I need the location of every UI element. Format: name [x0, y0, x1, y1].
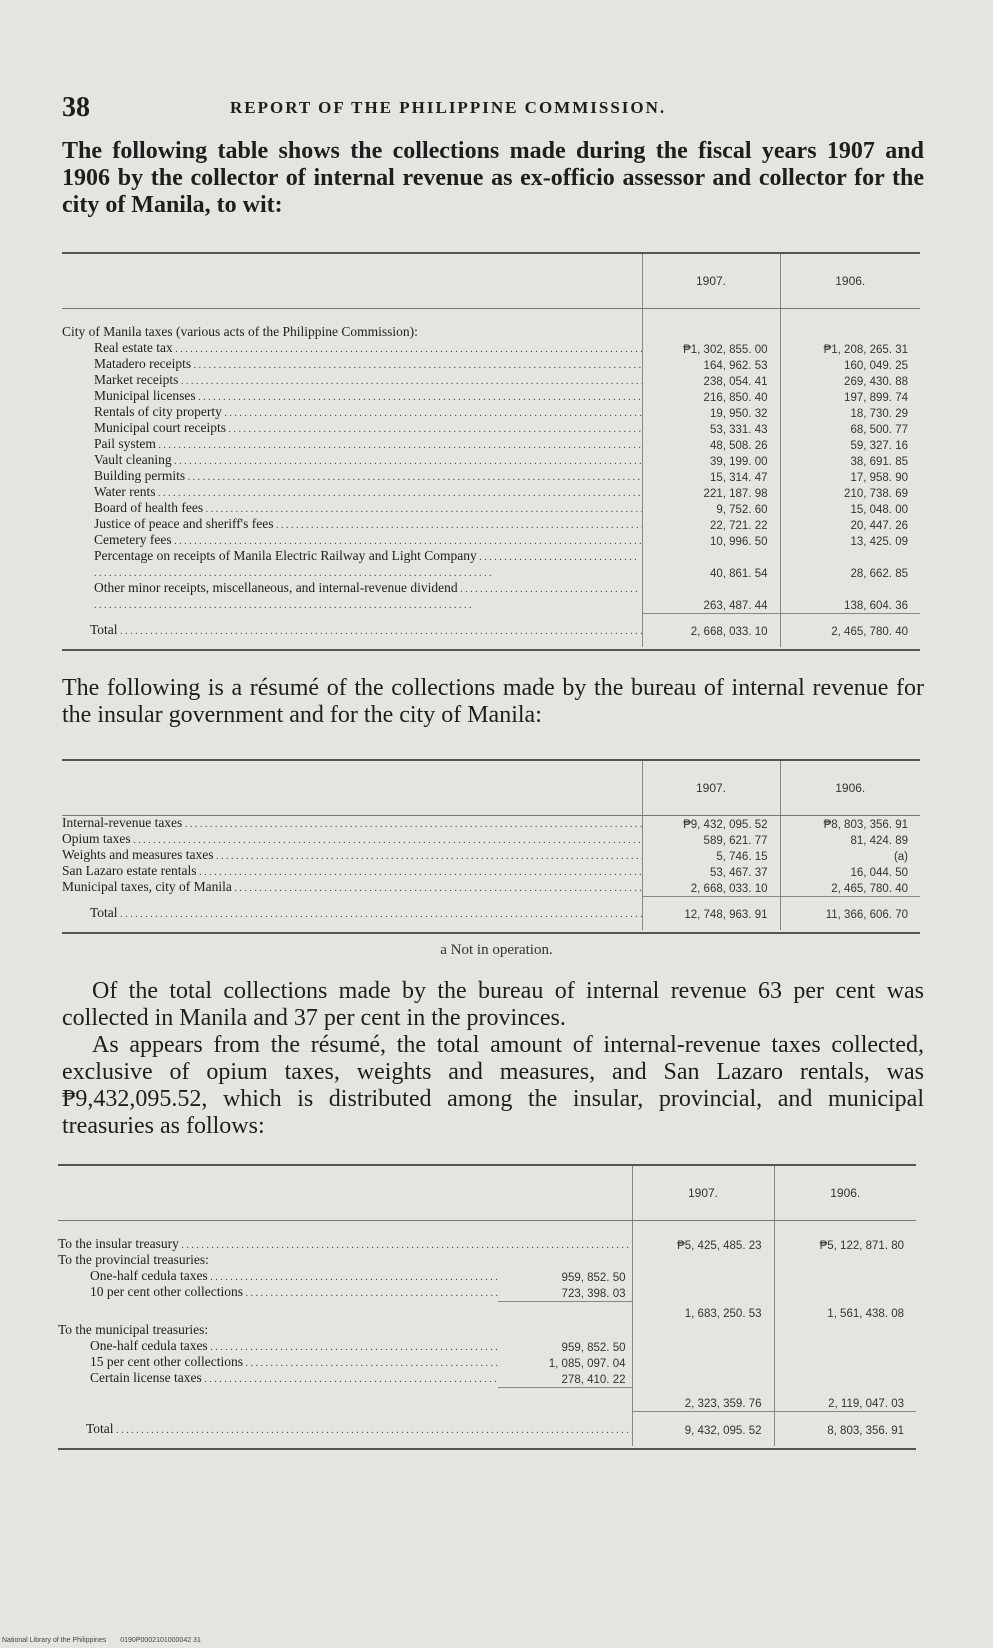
item-label: One-half cedula taxes . . . [58, 1339, 498, 1355]
table1-body [62, 341, 920, 613]
value-1906: 81, 424. 89 [780, 832, 920, 848]
table-row [58, 1339, 916, 1355]
value-1907: 2, 323, 359. 76 [632, 1387, 774, 1412]
municipal-items [58, 1339, 916, 1387]
table-row [62, 549, 920, 581]
table-row [62, 517, 920, 533]
table-cell [632, 1285, 774, 1301]
row-label: Municipal court receipts . . . [62, 421, 642, 437]
value-1907: 53, 467. 37 [642, 864, 780, 880]
table-row [58, 1285, 916, 1301]
footer-id: 0190P0002101000042 31 [120, 1637, 201, 1644]
item-label: 15 per cent other collections . . . [58, 1355, 498, 1371]
footer-library: National Library of the Philippines [2, 1637, 107, 1644]
table-row [62, 485, 920, 501]
table-row [62, 816, 920, 833]
value-1907: 9, 752. 60 [642, 501, 780, 517]
table-cell [632, 1371, 774, 1387]
resume-paragraph: The following is a résumé of the collections made by the bureau of internal revenue for the insular government and for the city of Manila: [62, 675, 924, 728]
table-manila-taxes [62, 254, 920, 647]
value-1907: 10, 996. 50 [642, 533, 780, 549]
table-resume [62, 761, 920, 930]
value-1907: ₱9, 432, 095. 52 [642, 816, 780, 833]
table-row [62, 501, 920, 517]
row-label: Municipal licenses . . . [62, 389, 642, 405]
table-row [62, 880, 920, 896]
table-cell [774, 1285, 916, 1301]
row-label: Vault cleaning . . . [62, 453, 642, 469]
group-label-provincial: To the provincial treasuries: [58, 1253, 209, 1267]
value-1907: 53, 331. 43 [642, 421, 780, 437]
value-1906: ₱1, 208, 265. 31 [780, 341, 920, 357]
value-1907: 238, 054. 41 [642, 373, 780, 389]
value-1906: 1, 561, 438. 08 [774, 1301, 916, 1321]
table-cell [632, 1339, 774, 1355]
value-1907: ₱5, 425, 485. 23 [632, 1221, 774, 1254]
table-distribution [58, 1166, 916, 1446]
table2-bottom-rule [62, 932, 920, 934]
table2-total-row [62, 896, 920, 930]
table-row [62, 373, 920, 389]
total-label: Total . . . [58, 1412, 632, 1446]
value-1907: 48, 508. 26 [642, 437, 780, 453]
value-1907: 164, 962. 53 [642, 357, 780, 373]
col-header-1907: 1907. [632, 1166, 774, 1221]
total-1906: 8, 803, 356. 91 [774, 1412, 916, 1446]
row-label: Internal-revenue taxes . . . [62, 816, 642, 833]
value-1906: 16, 044. 50 [780, 864, 920, 880]
group-label: City of Manila taxes (various acts of the Philippine Commission): [62, 324, 418, 339]
table3-total-row [58, 1412, 916, 1446]
page-footer [2, 1637, 213, 1644]
item-amount: 959, 852. 50 [561, 1342, 626, 1354]
total-label: Total . . . [62, 896, 642, 930]
row-label: Real estate tax . . . [62, 341, 642, 357]
value-1906: 15, 048. 00 [780, 501, 920, 517]
row-label: To the insular treasury . . . [58, 1221, 632, 1254]
value-1907: 15, 314. 47 [642, 469, 780, 485]
table3-bottom-rule [58, 1448, 916, 1450]
row-label: Opium taxes . . . [62, 832, 642, 848]
value-1906: 138, 604. 36 [780, 581, 920, 613]
page-number: 38 [62, 92, 90, 123]
running-title: REPORT OF THE PHILIPPINE COMMISSION. [230, 98, 667, 117]
table-row [62, 848, 920, 864]
row-label: Matadero receipts . . . [62, 357, 642, 373]
value-1907: ₱1, 302, 855. 00 [642, 341, 780, 357]
total-label: Total . . . [62, 613, 642, 647]
row-municipal-subtotal [58, 1387, 916, 1412]
col-header-1906: 1906. [780, 761, 920, 816]
value-1906: 59, 327. 16 [780, 437, 920, 453]
row-label: Pail system . . . [62, 437, 642, 453]
table-row [62, 437, 920, 453]
col-header-1907: 1907. [642, 254, 780, 309]
value-1906: 160, 049. 25 [780, 357, 920, 373]
total-1907: 9, 432, 095. 52 [632, 1412, 774, 1446]
table-cell [632, 1269, 774, 1285]
table-row [62, 405, 920, 421]
table-cell [632, 1355, 774, 1371]
value-1907: 589, 621. 77 [642, 832, 780, 848]
value-1906: 28, 662. 85 [780, 549, 920, 581]
col-header-1906: 1906. [780, 254, 920, 309]
row-provincial-subtotal [58, 1301, 916, 1321]
table-cell [774, 1371, 916, 1387]
paragraph-percentages: Of the total collections made by the bureau of internal revenue 63 per cent was collected in Manila and 37 per cent in the provinces. [62, 978, 924, 1031]
table-row [62, 533, 920, 549]
item-amount: 1, 085, 097. 04 [548, 1358, 626, 1370]
row-label: Market receipts . . . [62, 373, 642, 389]
row-label: Municipal taxes, city of Manila . . . [62, 880, 642, 896]
row-label: San Lazaro estate rentals . . . [62, 864, 642, 880]
value-1907: 5, 746. 15 [642, 848, 780, 864]
table-row [58, 1355, 916, 1371]
table1-total-row [62, 613, 920, 647]
table-row [62, 341, 920, 357]
table-row [62, 864, 920, 880]
value-1906: (a) [780, 848, 920, 864]
table-cell [774, 1355, 916, 1371]
item-label: 10 per cent other collections . . . [58, 1285, 498, 1301]
row-label: Board of health fees . . . [62, 501, 642, 517]
value-1906: 68, 500. 77 [780, 421, 920, 437]
value-1907: 39, 199. 00 [642, 453, 780, 469]
row-label: Rentals of city property . . . [62, 405, 642, 421]
item-amount: 723, 398. 03 [561, 1287, 626, 1300]
value-1906: 13, 425. 09 [780, 533, 920, 549]
col-header-1907: 1907. [642, 761, 780, 816]
value-1906: 20, 447. 26 [780, 517, 920, 533]
table-row [62, 357, 920, 373]
table-row [58, 1269, 916, 1285]
row-insular [58, 1221, 916, 1254]
value-1907: 216, 850. 40 [642, 389, 780, 405]
table-row [62, 453, 920, 469]
value-1906: 2, 119, 047. 03 [774, 1387, 916, 1412]
table-row [62, 421, 920, 437]
group-label-municipal: To the municipal treasuries: [58, 1322, 209, 1337]
row-label: Cemetery fees . . . [62, 533, 642, 549]
table-cell [774, 1269, 916, 1285]
table-row [62, 581, 920, 613]
value-1906: ₱8, 803, 356. 91 [780, 816, 920, 833]
item-amount: 959, 852. 50 [561, 1272, 626, 1284]
col-header-1906: 1906. [774, 1166, 916, 1221]
provincial-items [58, 1269, 916, 1301]
value-1906: 17, 958. 90 [780, 469, 920, 485]
total-1907: 2, 668, 033. 10 [642, 613, 780, 647]
value-1907: 19, 950. 32 [642, 405, 780, 421]
item-label: Certain license taxes . . . [58, 1371, 498, 1387]
value-1907: 22, 721. 22 [642, 517, 780, 533]
row-label: Justice of peace and sheriff's fees . . . [62, 517, 642, 533]
value-1906: 2, 465, 780. 40 [780, 880, 920, 896]
table1-bottom-rule [62, 649, 920, 651]
value-1906: 18, 730. 29 [780, 405, 920, 421]
total-1906: 2, 465, 780. 40 [780, 613, 920, 647]
total-1907: 12, 748, 963. 91 [642, 896, 780, 930]
item-label: One-half cedula taxes . . . [58, 1269, 498, 1285]
value-1907: 221, 187. 98 [642, 485, 780, 501]
value-1906: 269, 430. 88 [780, 373, 920, 389]
table-row [62, 832, 920, 848]
row-label: Building permits . . . [62, 469, 642, 485]
page-header [62, 92, 932, 122]
value-1907: 40, 861. 54 [642, 549, 780, 581]
footnote: a Not in operation. [440, 942, 553, 958]
total-1906: 11, 366, 606. 70 [780, 896, 920, 930]
value-1906: 210, 738. 69 [780, 485, 920, 501]
value-1907: 2, 668, 033. 10 [642, 880, 780, 896]
value-1906: ₱5, 122, 871. 80 [774, 1221, 916, 1254]
intro-paragraph: The following table shows the collections made during the fiscal years 1907 and 1906 by the collector of internal revenue as ex-officio assessor and collector for the city of Manila, to wit: [62, 138, 924, 218]
item-amount: 278, 410. 22 [561, 1373, 626, 1386]
value-1907: 263, 487. 44 [642, 581, 780, 613]
table-row [62, 389, 920, 405]
table-cell [774, 1339, 916, 1355]
row-label: Weights and measures taxes . . . [62, 848, 642, 864]
value-1906: 197, 899. 74 [780, 389, 920, 405]
paragraph-distribution: As appears from the résumé, the total amount of internal-revenue taxes collected, exclusive of opium taxes, weights and measures, and San Lazaro rentals, was ₱9,432,095.52, which is distributed among the insular, provincial, and municipal treasuries as follows: [62, 1032, 924, 1139]
value-1907: 1, 683, 250. 53 [632, 1301, 774, 1321]
value-1906: 38, 691. 85 [780, 453, 920, 469]
table-row [58, 1371, 916, 1387]
table-row [62, 469, 920, 485]
row-label: Percentage on receipts of Manila Electric Railway and Light Company . . . [62, 549, 642, 581]
row-label: Water rents . . . [62, 485, 642, 501]
row-label: Other minor receipts, miscellaneous, and internal-revenue dividend . . . [62, 581, 642, 613]
table2-body [62, 816, 920, 897]
